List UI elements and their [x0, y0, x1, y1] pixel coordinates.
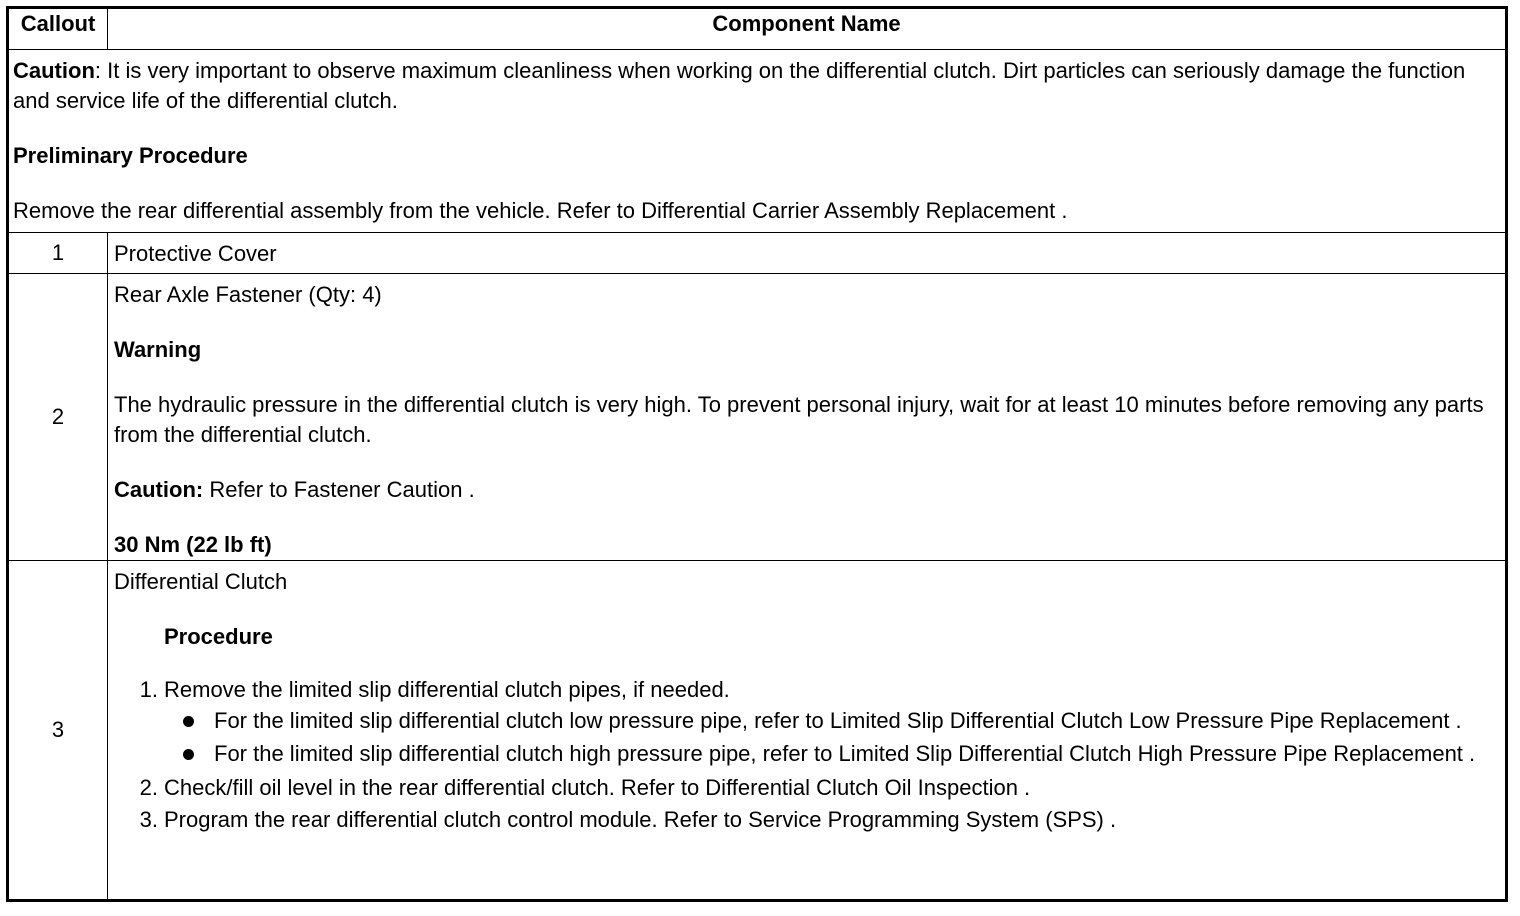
step-bullets	[164, 706, 1499, 769]
table-row	[8, 233, 1507, 274]
intro-row	[8, 50, 1507, 233]
component-name-column-header: Component Name	[108, 8, 1507, 50]
fastener-caution: Caution: Refer to Fastener Caution .	[114, 477, 475, 502]
high-pressure-pipe-link[interactable]: Limited Slip Differential Clutch High Pressure Pipe Replacement	[838, 741, 1463, 766]
intro-cell	[8, 50, 1507, 233]
clutch-oil-inspection-link[interactable]: Differential Clutch Oil Inspection	[705, 775, 1018, 800]
table-row	[8, 561, 1507, 901]
procedure-step: 1. Remove the limited slip differential clutch pipes, if needed. For the limited slip differential clutch low pressure pipe, refer to Limited Slip Differential Clutch Low Pressure Pipe Replacement . For the limited slip differential clutch high pressure pipe, refer to Limited Slip Differential Clutch High Pressure Pipe Replacement .	[164, 674, 1499, 769]
component-table	[6, 6, 1508, 902]
fastener-caution-link[interactable]: Fastener Caution	[293, 477, 463, 502]
low-pressure-pipe-link[interactable]: Limited Slip Differential Clutch Low Pressure Pipe Replacement	[829, 708, 1450, 733]
torque-spec: 30 Nm (22 lb ft)	[114, 532, 272, 557]
component-name-cell	[108, 274, 1507, 561]
bullet-item: For the limited slip differential clutch low pressure pipe, refer to Limited Slip Differential Clutch Low Pressure Pipe Replacement .	[214, 706, 1499, 736]
bullet-icon	[183, 749, 194, 760]
procedure-step: 2. Check/fill oil level in the rear differential clutch. Refer to Differential Clutch Oil Inspection .	[139, 775, 1031, 800]
component-name: Differential Clutch	[114, 569, 288, 594]
procedure-heading: Procedure	[164, 624, 273, 649]
preliminary-heading: Preliminary Procedure	[13, 143, 248, 168]
sps-link[interactable]: Service Programming System (SPS)	[748, 807, 1104, 832]
callout-cell: 3	[8, 561, 108, 901]
intro-caution-label: Caution	[13, 58, 95, 83]
component-name-cell	[108, 561, 1507, 901]
bullet-icon	[183, 716, 194, 727]
warning-heading: Warning	[114, 337, 202, 362]
differential-carrier-link[interactable]: Differential Carrier Assembly Replacement	[641, 198, 1056, 223]
bullet-item: For the limited slip differential clutch high pressure pipe, refer to Limited Slip Differential Clutch High Pressure Pipe Replacement .	[214, 739, 1499, 769]
component-name: Rear Axle Fastener (Qty: 4)	[114, 282, 382, 307]
callout-cell: 2	[8, 274, 108, 561]
table-header-row	[8, 8, 1507, 50]
preliminary-text: Remove the rear differential assembly from the vehicle. Refer to Differential Carrier Assembly Replacement .	[13, 198, 1068, 223]
warning-text: The hydraulic pressure in the differential clutch is very high. To prevent personal injury, wait for at least 10 minutes before removing any parts from the differential clutch.	[114, 392, 1484, 447]
intro-caution-text: : It is very important to observe maximum cleanliness when working on the differential clutch. Dirt particles can seriously damage the function and service life of the differential clutch.	[13, 58, 1466, 113]
callout-column-header: Callout	[8, 8, 108, 50]
callout-cell: 1	[8, 233, 108, 274]
procedure-steps	[114, 674, 1499, 836]
component-name-cell: Protective Cover	[108, 233, 1507, 274]
procedure-step: 3. Program the rear differential clutch control module. Refer to Service Programming System (SPS) .	[139, 807, 1117, 832]
table-row	[8, 274, 1507, 561]
intro-caution	[13, 56, 1501, 116]
